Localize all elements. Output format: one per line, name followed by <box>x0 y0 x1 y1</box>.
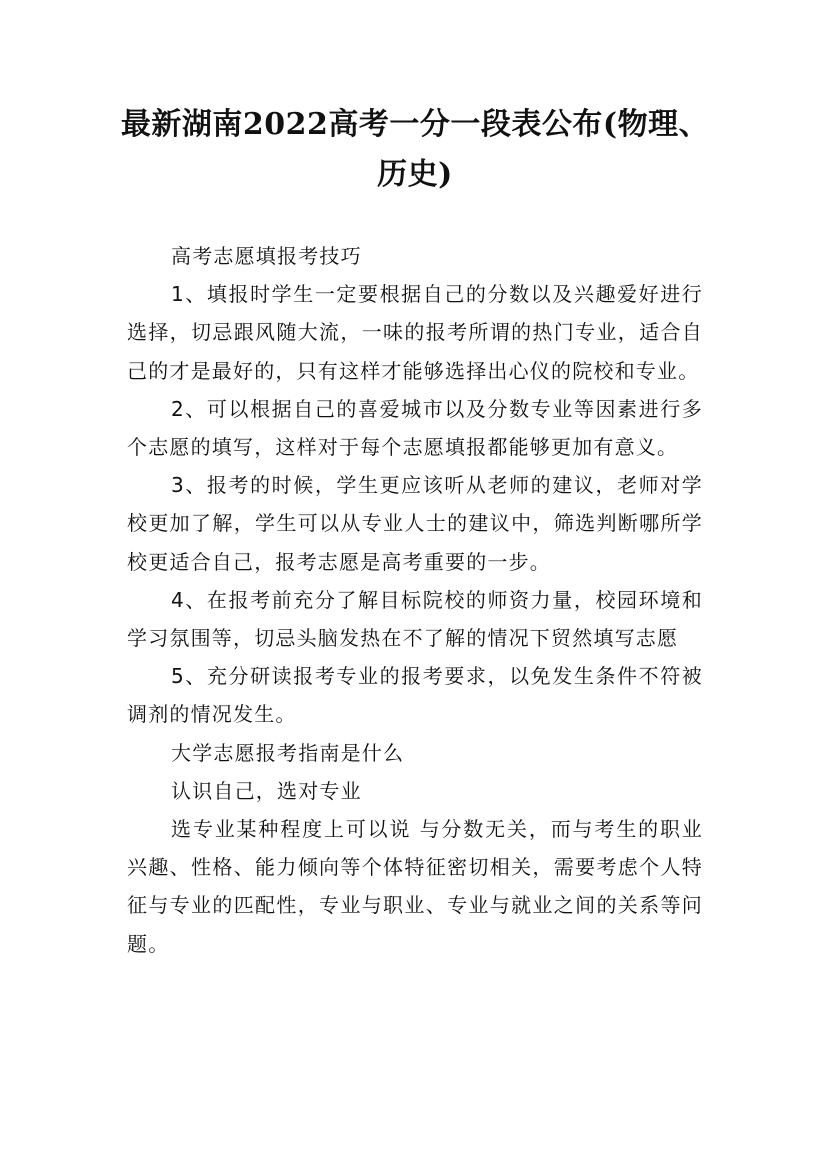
tip-paragraph-3: 3、报考的时候，学生更应该听从老师的建议，老师对学校更加了解，学生可以从专业人士的建议中，筛选判断哪所学校更适合自己，报考志愿是高考重要的一步。 <box>127 473 703 574</box>
section-heading-tips: 高考志愿填报考技巧 <box>171 244 362 268</box>
tip-paragraph-4: 4、在报考前充分了解目标院校的师资力量，校园环境和学习氛围等，切忌头脑发热在不了解的情况下贸然填写志愿 <box>127 587 703 651</box>
document-title: 最新湖南2022高考一分一段表公布(物理、历史) <box>120 107 710 192</box>
tip-paragraph-1: 1、填报时学生一定要根据自己的分数以及兴趣爱好进行选择，切忌跟风随大流，一味的报考所谓的热门专业，适合自己的才是最好的，只有这样才能够选择出心仪的院校和专业。 <box>127 282 703 383</box>
document-body <box>127 237 703 963</box>
section-heading-guide: 大学志愿报考指南是什么 <box>171 740 405 765</box>
subheading-know-yourself: 认识自己，选对专业 <box>171 778 362 803</box>
guide-paragraph: 选专业某种程度上可以说 与分数无关，而与考生的职业兴趣、性格、能力倾向等个体特征密切相关，需要考虑个人特征与专业的匹配性，专业与职业、专业与就业之间的关系等问题。 <box>127 817 703 956</box>
tip-paragraph-2: 2、可以根据自己的喜爱城市以及分数专业等因素进行多个志愿的填写，这样对于每个志愿填报都能够更加有意义。 <box>127 396 703 460</box>
tip-paragraph-5: 5、充分研读报考专业的报考要求，以免发生条件不符被调剂的情况发生。 <box>127 664 703 727</box>
